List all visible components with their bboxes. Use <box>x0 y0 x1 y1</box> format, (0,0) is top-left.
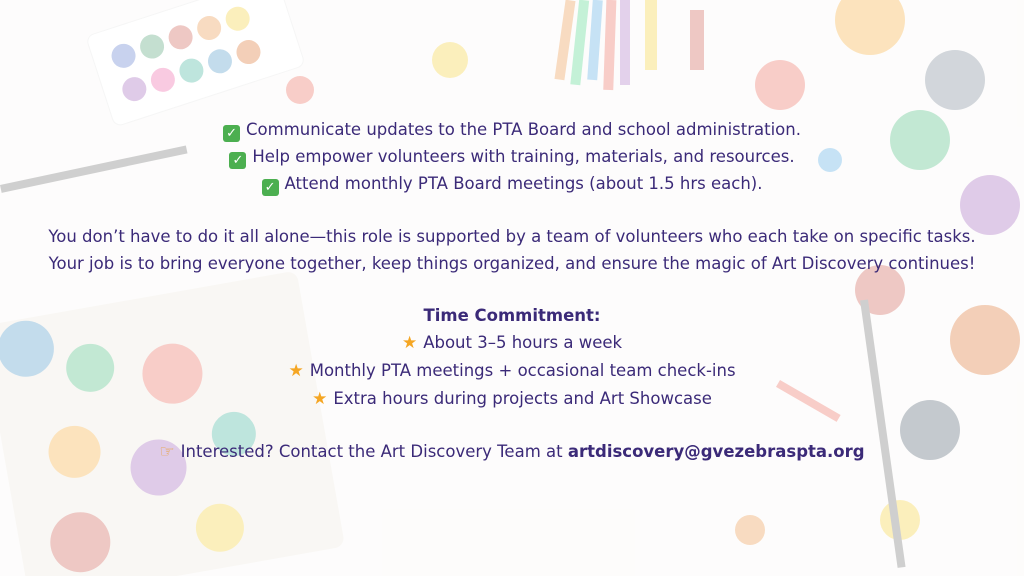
support-paragraph: You don’t have to do it all alone—this role is supported by a team of volunteers who each take on specific tasks. Your job is to bring everyone together, keep things organized, and ensure the magic of Art Discovery continues! <box>48 227 976 273</box>
check-icon: ✓ <box>223 125 240 142</box>
time-item: ★ Monthly PTA meetings + occasional team check-ins <box>288 361 736 381</box>
check-icon: ✓ <box>229 152 246 169</box>
star-icon: ★ <box>288 361 304 381</box>
time-item: ★ Extra hours during projects and Art Showcase <box>312 389 712 409</box>
star-icon: ★ <box>401 333 418 353</box>
duty-item: ✓ Attend monthly PTA Board meetings (about 1.5 hrs each). <box>30 170 994 197</box>
duty-item: ✓ Communicate updates to the PTA Board and school administration. <box>30 116 994 143</box>
duty-item: ✓ Help empower volunteers with training, materials, and resources. <box>30 143 994 170</box>
contact-line: ☞ Interested? Contact the Art Discovery Team at artdiscovery@gvezebraspta.org <box>159 442 865 462</box>
check-icon: ✓ <box>262 179 279 196</box>
info-content <box>30 116 994 466</box>
star-icon: ★ <box>312 389 328 409</box>
contact-email[interactable]: artdiscovery@gvezebraspta.org <box>567 442 865 461</box>
time-item: ★ About 3–5 hours a week <box>401 333 623 353</box>
time-commitment-heading: Time Commitment: <box>423 306 601 325</box>
pointing-hand-icon: ☞ <box>159 442 175 462</box>
